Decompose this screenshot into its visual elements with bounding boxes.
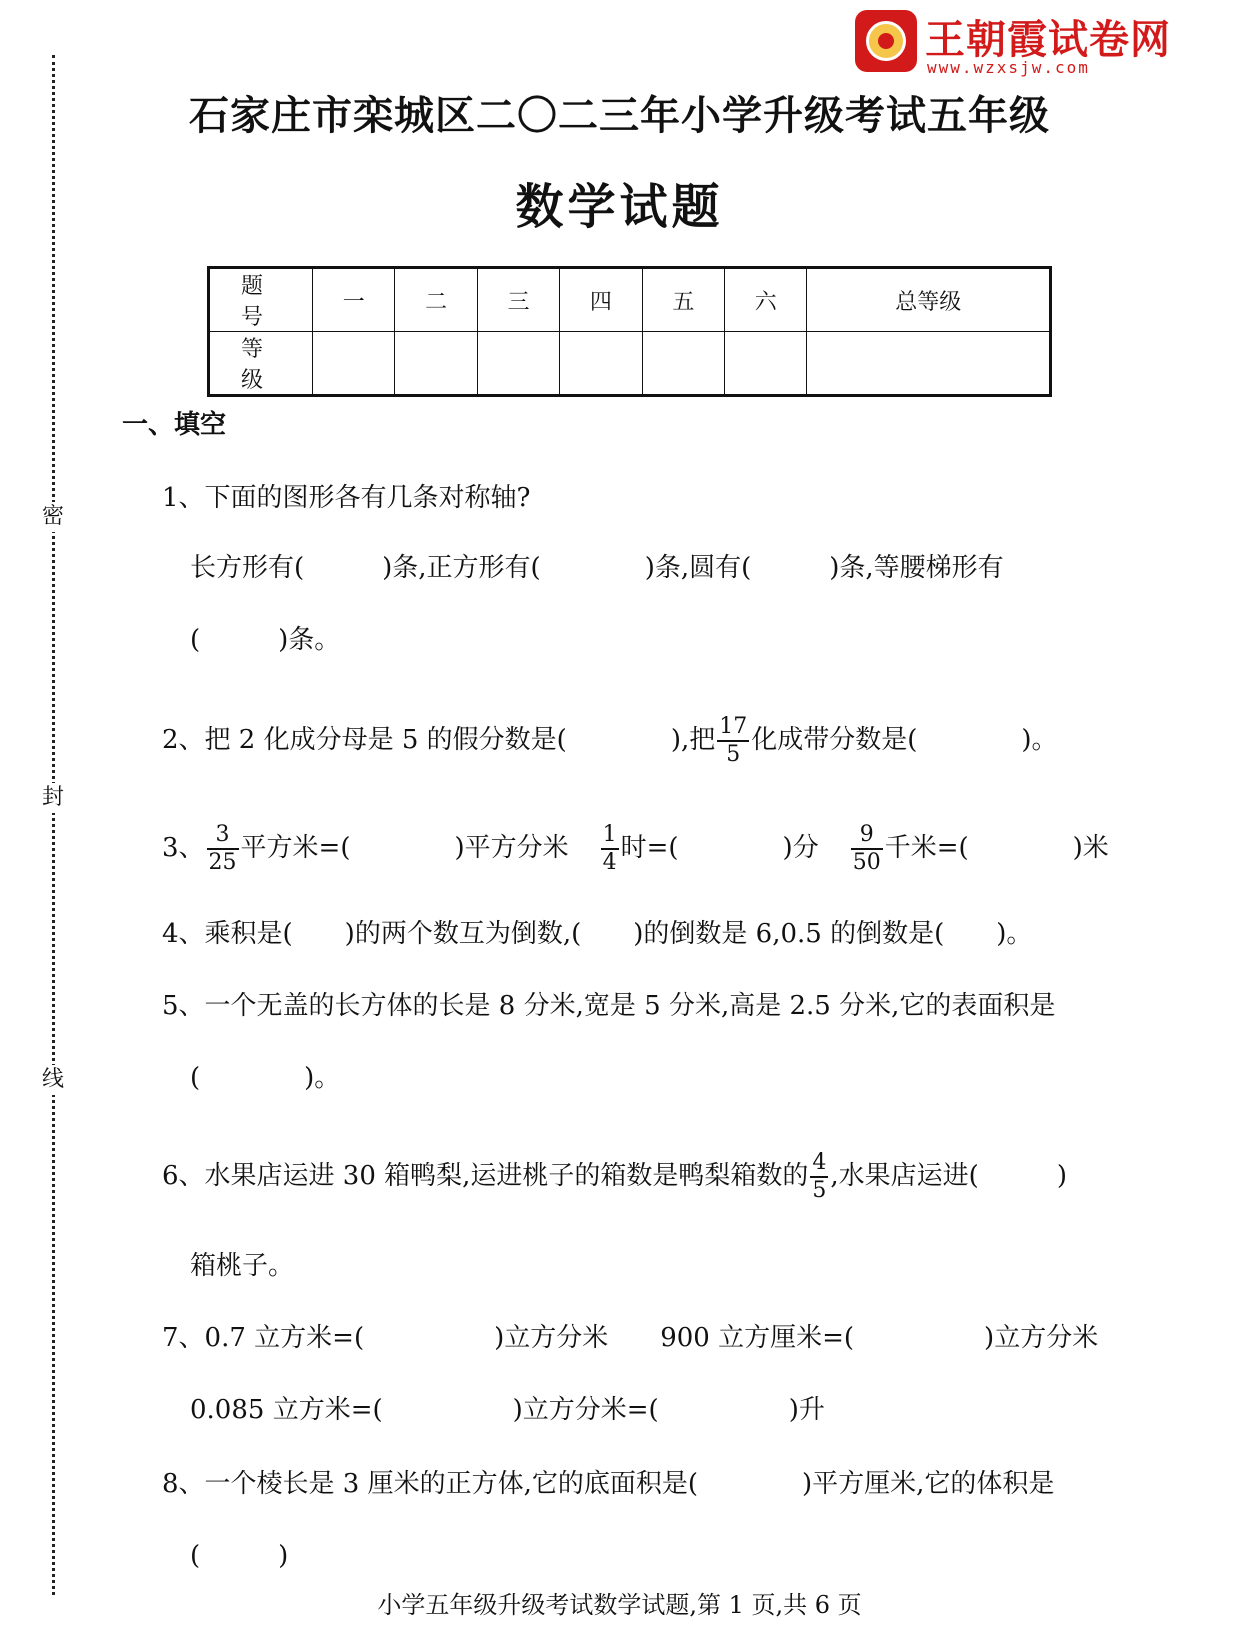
question-3-part-b: 时=( )分 <box>620 833 819 863</box>
question-8-line2: ( ) <box>190 1541 289 1571</box>
site-logo <box>855 10 1175 80</box>
score-cell-label: 题 号 <box>209 268 313 332</box>
question-1-line2: 长方形有( )条,正方形有( )条,圆有( )条,等腰梯形有 <box>190 553 1004 583</box>
grade-cell-6[interactable] <box>725 332 807 396</box>
question-3-part-c: 千米=( )米 <box>884 833 1109 863</box>
grade-cell-3[interactable] <box>477 332 559 396</box>
binding-dotted-line <box>52 55 55 1595</box>
score-table-grade-row <box>209 332 1051 396</box>
question-3 <box>162 822 1109 876</box>
question-5-line2: ( )。 <box>190 1063 341 1093</box>
fraction-17-5: $\frac{17}{5}$ <box>719 714 748 767</box>
logo-name: 王朝霞试卷网 <box>925 17 1171 63</box>
question-5-line1: 5、一个无盖的长方体的长是 8 分米,宽是 5 分米,高是 2.5 分米,它的表面积是 <box>162 991 1056 1021</box>
question-2-part-a: 2、把 2 化成分母是 5 的假分数是( ),把 <box>162 725 716 755</box>
score-cell-total: 总等级 <box>807 268 1051 332</box>
fraction-3-25: $\frac{3}{25}$ <box>208 822 237 875</box>
question-3-part-a: 平方米=( )平方分米 <box>240 833 569 863</box>
question-3-number: 3、 <box>162 833 205 863</box>
question-6-part-a: 6、水果店运进 30 箱鸭梨,运进桃子的箱数是鸭梨箱数的 <box>162 1161 809 1191</box>
grade-cell-5[interactable] <box>642 332 724 396</box>
grade-cell-label: 等 级 <box>209 332 313 396</box>
question-6 <box>162 1150 1067 1204</box>
score-cell-6: 六 <box>725 268 807 332</box>
score-cell-3: 三 <box>477 268 559 332</box>
grade-cell-2[interactable] <box>395 332 477 396</box>
question-4: 4、乘积是( )的两个数互为倒数,( )的倒数是 6,0.5 的倒数是( )。 <box>162 919 1033 949</box>
grade-cell-4[interactable] <box>560 332 642 396</box>
question-7-line1: 7、0.7 立方米=( )立方分米 900 立方厘米=( )立方分米 <box>162 1323 1099 1353</box>
question-7-line2: 0.085 立方米=( )立方分米=( )升 <box>190 1395 825 1425</box>
fraction-1-4: $\frac{1}{4}$ <box>602 822 617 875</box>
exam-subject: 数学试题 <box>515 179 724 235</box>
logo-badge-icon <box>855 10 917 72</box>
score-table-header-row <box>209 268 1051 332</box>
question-6-part-b: ,水果店运进( ) <box>830 1161 1067 1191</box>
exam-title: 石家庄市栾城区二〇二三年小学升级考试五年级 <box>189 93 1050 139</box>
page-footer: 小学五年级升级考试数学试题,第 1 页,共 6 页 <box>377 1591 862 1619</box>
score-cell-1: 一 <box>313 268 395 332</box>
logo-url: www.wzxsjw.com <box>927 58 1090 77</box>
section-heading: 一、填空 <box>122 410 227 440</box>
seal-char-mi: 密 <box>38 502 68 532</box>
fraction-9-50: $\frac{9}{50}$ <box>852 822 881 875</box>
score-table <box>207 266 1052 397</box>
seal-char-xian: 线 <box>38 1065 68 1095</box>
question-1-line3: ( )条。 <box>190 625 341 655</box>
grade-cell-total[interactable] <box>807 332 1051 396</box>
fraction-4-5: $\frac{4}{5}$ <box>812 1150 827 1203</box>
score-cell-4: 四 <box>560 268 642 332</box>
score-cell-5: 五 <box>642 268 724 332</box>
score-cell-2: 二 <box>395 268 477 332</box>
grade-cell-1[interactable] <box>313 332 395 396</box>
question-1-prompt: 1、下面的图形各有几条对称轴? <box>162 483 531 513</box>
question-2-part-b: 化成带分数是( )。 <box>751 725 1058 755</box>
question-8-line1: 8、一个棱长是 3 厘米的正方体,它的底面积是( )平方厘米,它的体积是 <box>162 1469 1055 1499</box>
seal-char-feng: 封 <box>38 783 68 813</box>
question-2 <box>162 714 1058 768</box>
question-6-line2: 箱桃子。 <box>190 1251 295 1281</box>
